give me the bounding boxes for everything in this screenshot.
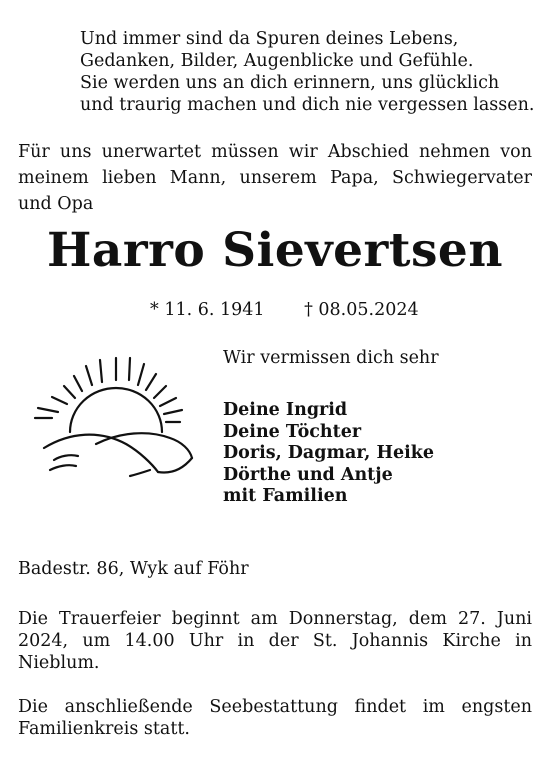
mourner-line: mit Familien [223,486,348,506]
poem-line: Sie werden uns an dich erinnern, uns glücklich [80,73,500,93]
mourner-line: Deine Töchter [223,421,362,442]
mourner-line: Deine Ingrid [223,400,348,420]
intro-text: Für uns unerwartet müssen wir Abschied nehmen von meinem lieben Mann, unserem Papa, Schwiegervater und Opa [18,142,532,214]
poem-line: und traurig machen und dich nie vergessen lassen. [80,95,535,115]
death-date: † 08.05.2024 [304,300,419,320]
mourner-line: Dörthe und Antje [223,464,393,485]
sunset-over-hills-icon [30,352,200,480]
birth-date: * 11. 6. 1941 [150,300,265,320]
memorial-poem [80,28,540,116]
mourners-list [223,400,434,508]
poem-line: Und immer sind da Spuren deines Lebens, [80,29,459,49]
ceremony-info: Die Trauerfeier beginnt am Donnerstag, dem 27. Juni 2024, um 14.00 Uhr in der St. Johannis Kirche in Nieblum. [18,609,532,673]
burial-info: Die anschließende Seebestattung findet im engsten Familienkreis statt. [18,697,532,739]
deceased-name: Harro Sievertsen [46,223,503,278]
miss-text: Wir vermissen dich sehr [223,348,439,368]
poem-line: Gedanken, Bilder, Augenblicke und Gefühle. [80,51,474,71]
life-dates [150,298,419,322]
mourner-line: Doris, Dagmar, Heike [223,443,435,463]
address: Badestr. 86, Wyk auf Föhr [18,559,249,579]
